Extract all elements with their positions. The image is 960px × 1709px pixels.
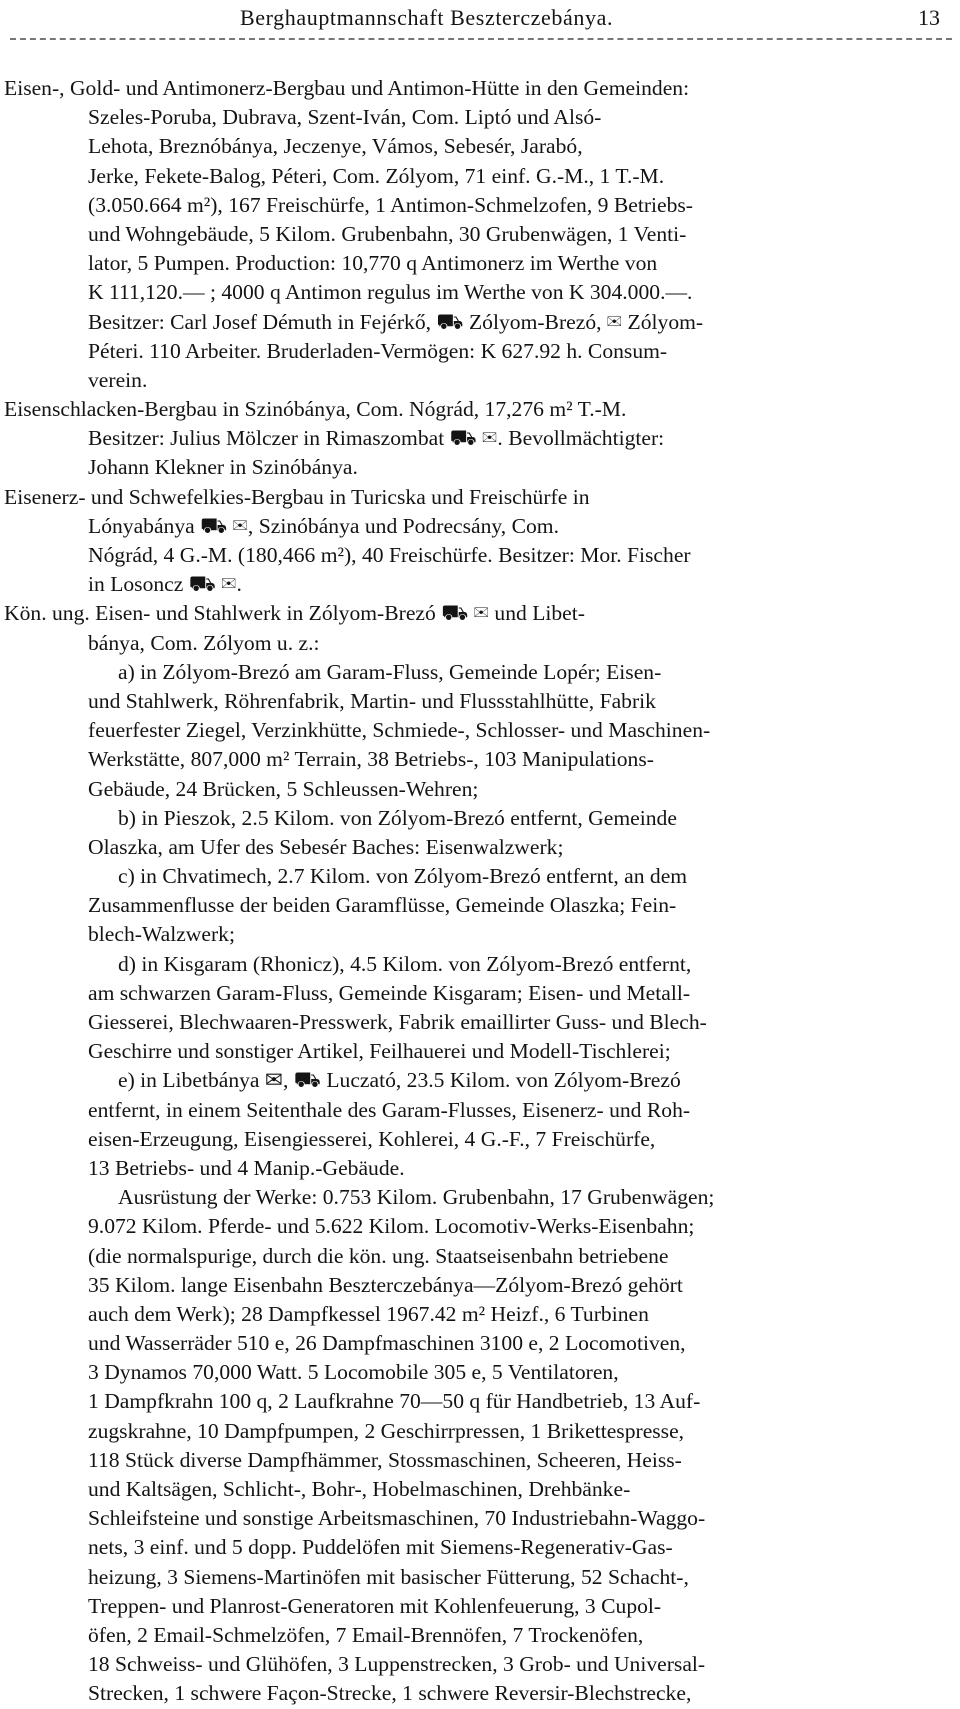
text-line: nets, 3 einf. und 5 dopp. Puddelöfen mit Siemens-Regenerativ-Gas- xyxy=(88,1535,673,1560)
text-line: heizung, 3 Siemens-Martinöfen mit basischer Fütterung, 52 Schacht-, xyxy=(88,1564,689,1589)
text-line: K 111,120.— ; 4000 q Antimon regulus im Werthe von K 304.000.—. xyxy=(88,280,693,305)
text-line: Péteri. 110 Arbeiter. Bruderladen-Vermögen: K 627.92 h. Consum- xyxy=(88,338,668,363)
text-line: (3.050.664 m²), 167 Freischürfe, 1 Antimon-Schmelzofen, 9 Betriebs- xyxy=(88,192,693,217)
text-line: lator, 5 Pumpen. Production: 10,770 q Antimonerz im Werthe von xyxy=(88,251,658,276)
text-line: b) in Pieszok, 2.5 Kilom. von Zólyom-Brezó entfernt, Gemeinde xyxy=(118,805,677,830)
entry-iron-pyrite-mining xyxy=(0,483,960,600)
text-line: 3 Dynamos 70,000 Watt. 5 Locomobile 305 e, 5 Ventilatoren, xyxy=(88,1360,619,1385)
text-line: und Wohngebäude, 5 Kilom. Grubenbahn, 30 Grubenwägen, 1 Venti- xyxy=(88,221,687,246)
text-line: eisen-Erzeugung, Eisengiesserei, Kohlerei, 4 G.-F., 7 Freischürfe, xyxy=(88,1126,656,1151)
text-line: Werkstätte, 807,000 m² Terrain, 38 Betriebs-, 103 Manipulations- xyxy=(88,747,654,772)
text-line: feuerfester Ziegel, Verzinkhütte, Schmiede-, Schlosser- und Maschinen- xyxy=(88,718,711,743)
text-line: 9.072 Kilom. Pferde- und 5.622 Kilom. Locomotiv-Werks-Eisenbahn; xyxy=(88,1214,695,1239)
text-line: Lehota, Breznóbánya, Jeczenye, Vámos, Sebesér, Jarabó, xyxy=(88,134,583,159)
entry-royal-steelworks xyxy=(0,599,960,1708)
text-line: entfernt, in einem Seitenthale des Garam-Flusses, Eisenerz- und Roh- xyxy=(88,1097,691,1122)
text-line: 18 Schweiss- und Glühöfen, 3 Luppenstrecken, 3 Grob- und Universal- xyxy=(88,1652,706,1677)
text-line: blech-Walzwerk; xyxy=(88,922,235,947)
text-line: Olaszka, am Ufer des Sebesér Baches: Eisenwalzwerk; xyxy=(88,834,564,859)
text-line: Gebäude, 24 Brücken, 5 Schleussen-Wehren; xyxy=(88,776,479,801)
text-line: Treppen- und Planrost-Generatoren mit Kohlenfeuerung, 3 Cupol- xyxy=(88,1593,662,1618)
text-line: Besitzer: Carl Josef Démuth in Fejérkő, ⛟ Zólyom-Brezó, ✉ Zólyom- xyxy=(88,309,704,334)
header-title: Berghauptmannschaft Beszterczebánya. xyxy=(240,5,614,30)
text-line: verein. xyxy=(88,367,148,392)
text-line: und Kaltsägen, Schlicht-, Bohr-, Hobelmaschinen, Drehbänke- xyxy=(88,1477,631,1501)
text-line: e) in Libetbánya ✉, ⛟ Luczató, 23.5 Kilom. von Zólyom-Brezó xyxy=(118,1068,681,1093)
text-line: 35 Kilom. lange Eisenbahn Beszterczebánya—Zólyom-Brezó gehört xyxy=(88,1272,683,1297)
text-line: Eisenerz- und Schwefelkies-Bergbau in Turicska und Freischürfe in xyxy=(4,484,590,509)
text-line: bánya, Com. Zólyom u. z.: xyxy=(88,630,320,655)
text-line: Eisen-, Gold- und Antimonerz-Bergbau und Antimon-Hütte in den Gemeinden: xyxy=(4,76,690,100)
text-line: Schleifsteine und sonstige Arbeitsmaschinen, 70 Industriebahn-Waggo- xyxy=(88,1506,706,1531)
text-line: (die normalspurige, durch die kön. ung. Staatseisenbahn betriebene xyxy=(88,1243,669,1268)
text-line: Giesserei, Blechwaaren-Presswerk, Fabrik emaillirter Guss- und Blech- xyxy=(88,1010,707,1034)
text-line: Besitzer: Julius Mölczer in Rimaszombat ⛟ ✉. Bevollmächtigter: xyxy=(88,426,665,451)
text-line: öfen, 2 Email-Schmelzöfen, 7 Email-Brennöfen, 7 Trockenöfen, xyxy=(88,1622,644,1647)
text-line: a) in Zólyom-Brezó am Garam-Fluss, Gemeinde Lopér; Eisen- xyxy=(118,659,662,684)
text-line: in Losoncz ⛟ ✉. xyxy=(88,572,242,597)
text-line: zugskrahne, 10 Dampfpumpen, 2 Geschirrpressen, 1 Brikettespresse, xyxy=(88,1418,685,1443)
text-line: Lónyabánya ⛟ ✉, Szinóbánya und Podrecsány, Com. xyxy=(88,513,559,538)
text-line: d) in Kisgaram (Rhonicz), 4.5 Kilom. von Zólyom-Brezó entfernt, xyxy=(118,951,692,976)
header-rule xyxy=(10,38,952,40)
text-line: 118 Stück diverse Dampfhämmer, Stossmaschinen, Scheeren, Heiss- xyxy=(88,1447,682,1472)
entry-antimony-mining xyxy=(0,74,960,395)
text-line: Eisenschlacken-Bergbau in Szinóbánya, Com. Nógrád, 17,276 m² T.-M. xyxy=(4,397,627,422)
text-line: Kön. ung. Eisen- und Stahlwerk in Zólyom-Brezó ⛟ ✉ und Libet- xyxy=(4,601,585,626)
page-number: 13 xyxy=(918,5,940,30)
text-line: 13 Betriebs- und 4 Manip.-Gebäude. xyxy=(88,1155,405,1180)
text-line: Nógrád, 4 G.-M. (180,466 m²), 40 Freischürfe. Besitzer: Mor. Fischer xyxy=(88,543,691,567)
text-line: auch dem Werk); 28 Dampfkessel 1967.42 m² Heizf., 6 Turbinen xyxy=(88,1301,649,1326)
text-line: Geschirre und sonstiger Artikel, Feilhauerei und Modell-Tischlerei; xyxy=(88,1039,671,1064)
document-body xyxy=(0,74,960,1709)
running-header xyxy=(90,0,944,36)
text-line: Strecken, 1 schwere Façon-Strecke, 1 schwere Reversir-Blechstrecke, xyxy=(88,1681,692,1706)
entry-iron-slag-mining xyxy=(0,395,960,483)
text-line: und Stahlwerk, Röhrenfabrik, Martin- und Flussstahlhütte, Fabrik xyxy=(88,688,656,713)
text-line: Jerke, Fekete-Balog, Péteri, Com. Zólyom, 71 einf. G.-M., 1 T.-M. xyxy=(88,163,665,188)
text-line: und Wasserräder 510 e, 26 Dampfmaschinen 3100 e, 2 Locomotiven, xyxy=(88,1331,686,1356)
text-line: Zusammenflusse der beiden Garamflüsse, Gemeinde Olaszka; Fein- xyxy=(88,893,677,918)
text-line: Johann Klekner in Szinóbánya. xyxy=(88,455,358,480)
text-line: c) in Chvatimech, 2.7 Kilom. von Zólyom-Brezó entfernt, an dem xyxy=(118,864,688,889)
text-line: 1 Dampfkrahn 100 q, 2 Laufkrahne 70—50 q für Handbetrieb, 13 Auf- xyxy=(88,1389,701,1414)
text-line: Szeles-Poruba, Dubrava, Szent-Iván, Com. Liptó und Alsó- xyxy=(88,105,602,130)
text-line: Ausrüstung der Werke: 0.753 Kilom. Grubenbahn, 17 Grubenwägen; xyxy=(118,1185,715,1210)
text-line: am schwarzen Garam-Fluss, Gemeinde Kisgaram; Eisen- und Metall- xyxy=(88,980,691,1005)
